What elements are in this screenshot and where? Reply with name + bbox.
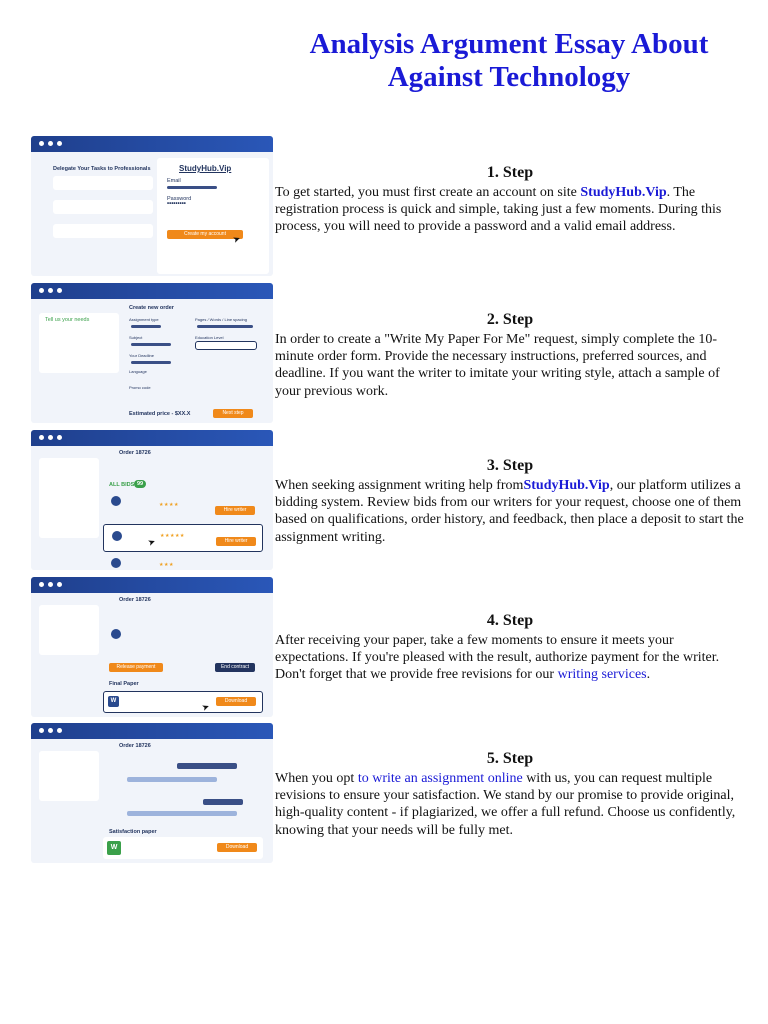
window-dots	[39, 435, 62, 440]
order-heading: Create new order	[129, 305, 174, 311]
create-account-button[interactable]: Create my account	[167, 230, 243, 239]
step-3	[275, 456, 745, 546]
window-bar	[31, 136, 273, 152]
window-bar	[31, 430, 273, 446]
writer-avatar	[112, 531, 122, 541]
writer-avatar	[111, 496, 121, 506]
studyhub-logo: StudyHub.Vip	[179, 164, 232, 173]
step-5	[275, 749, 745, 839]
email-field[interactable]	[167, 186, 217, 189]
writing-services-link[interactable]: writing services	[557, 667, 647, 683]
order-number: Order 18726	[119, 743, 151, 749]
writer-avatar	[111, 558, 121, 568]
language-label: Language	[129, 369, 147, 374]
window-bar	[31, 577, 273, 593]
step-heading: 3. Step	[486, 457, 534, 474]
step-text: In order to create a "Write My Paper For Me" request, simply complete the 10-minute order form. Provide the necessary instructions, preferred sources, and deadline. If you want the writer to imitate your writing style, attach a sample of your previous work.	[275, 332, 720, 399]
window-dots	[39, 582, 62, 587]
rating-stars: ★★★★★	[160, 533, 185, 539]
chat-bubble	[127, 811, 237, 816]
write-assignment-link[interactable]: to write an assignment online	[357, 771, 523, 786]
satisfaction-paper-file	[103, 837, 263, 859]
order-sidebar	[39, 751, 99, 801]
step-heading: 2. Step	[486, 311, 534, 328]
satisfaction-paper-label: Satisfaction paper	[109, 829, 157, 835]
next-step-button[interactable]: Next step	[213, 409, 253, 418]
window-bar	[31, 283, 273, 299]
chat-bubble	[203, 799, 243, 805]
order-sidebar	[39, 458, 99, 538]
feature-card	[53, 176, 153, 190]
cursor-icon: ➤	[200, 701, 211, 714]
step-text: To get started, you must first create an account on site StudyHub.Vip. The registration process is quick and simple, taking just a few moments. During this process, you will need to provide a password and a valid email address.	[275, 185, 722, 235]
screenshot-revisions	[31, 723, 273, 863]
final-paper-file	[103, 691, 263, 713]
deadline-label: Your Deadline	[129, 353, 154, 358]
word-file-icon: W	[108, 696, 119, 707]
subject-field[interactable]	[131, 343, 171, 346]
cursor-icon: ➤	[231, 233, 242, 246]
window-bar	[31, 723, 273, 739]
feature-card	[53, 200, 153, 214]
cursor-icon: ➤	[146, 536, 157, 549]
page-title: Analysis Argument Essay About Against Technology	[309, 28, 709, 93]
promo-label: Promo code	[129, 385, 151, 390]
step-text: When seeking assignment writing help fromStudyHub.Vip, our platform utilizes a bidding system. Review bids from our writers for your request, choose one of them based on qualifications, order history, and feedback, then place a deposit to start the assignment writing.	[275, 478, 744, 545]
hire-writer-button[interactable]: Hire writer	[216, 537, 256, 546]
chat-bubble	[177, 763, 237, 769]
education-level-label: Education Level	[195, 335, 224, 340]
step-heading: 1. Step	[486, 164, 534, 181]
screenshot-order-form	[31, 283, 273, 423]
assignment-type-label: Assignment type	[129, 317, 159, 322]
all-bids-label: ALL BIDS	[109, 482, 135, 488]
step-1	[275, 163, 745, 236]
subject-label: Subject	[129, 335, 143, 340]
window-dots	[39, 288, 62, 293]
window-dots	[39, 141, 62, 146]
download-button[interactable]: Download	[216, 697, 256, 706]
word-file-icon: W	[107, 841, 121, 855]
hire-writer-button[interactable]: Hire writer	[215, 506, 255, 515]
writer-avatar	[111, 629, 121, 639]
password-label: Password	[167, 196, 192, 202]
order-sidebar	[39, 605, 99, 655]
signup-left-title: Delegate Your Tasks to Professionals	[53, 166, 151, 172]
step-text: When you opt to write an assignment online with us, you can request multiple revisions to ensure your satisfaction. We stand by our promise to provide original, high-quality content - if plagiarized, we offer a full refund. Choose us confidently, knowing that your needs will be fully met.	[275, 771, 736, 838]
step-heading: 5. Step	[486, 750, 534, 767]
step-4	[275, 611, 745, 684]
screenshot-release-payment	[31, 577, 273, 717]
password-field[interactable]: •••••••••	[167, 201, 186, 207]
feature-card	[53, 224, 153, 238]
assignment-type-field[interactable]	[131, 325, 161, 328]
rating-stars: ★★★	[159, 562, 174, 568]
signup-form	[157, 158, 269, 274]
step-heading: 4. Step	[486, 612, 534, 629]
screenshot-signup	[31, 136, 273, 276]
education-level-field[interactable]	[195, 341, 257, 350]
order-number: Order 18726	[119, 450, 151, 456]
final-paper-label: Final Paper	[109, 681, 139, 687]
release-payment-button[interactable]: Release payment	[109, 663, 163, 672]
download-button[interactable]: Download	[217, 843, 257, 852]
step-text: After receiving your paper, take a few moments to ensure it meets your expectations. If you're pleased with the result, authorize payment for the writer. Don't forget that we provide free revisions for our writing services.	[275, 633, 720, 683]
studyhub-link[interactable]: StudyHub.Vip	[523, 478, 610, 493]
window-dots	[39, 728, 62, 733]
chat-bubble	[127, 777, 217, 782]
pages-field[interactable]	[197, 325, 253, 328]
deadline-field[interactable]	[131, 361, 171, 364]
step-list	[39, 313, 119, 373]
bids-count-badge: 99	[134, 480, 146, 488]
highlighted-bid	[103, 524, 263, 552]
step-tell-needs: Tell us your needs	[45, 317, 90, 323]
studyhub-link[interactable]: StudyHub.Vip	[580, 185, 667, 200]
estimated-price: Estimated price - $XX.X	[129, 411, 191, 417]
screenshot-bids	[31, 430, 273, 570]
step-2	[275, 310, 745, 400]
email-label: Email	[167, 178, 181, 184]
order-number: Order 18726	[119, 597, 151, 603]
rating-stars: ★★★★	[159, 502, 179, 508]
end-contract-button[interactable]: End contract	[215, 663, 255, 672]
pages-label: Pages / Words / Line spacing	[195, 317, 247, 322]
